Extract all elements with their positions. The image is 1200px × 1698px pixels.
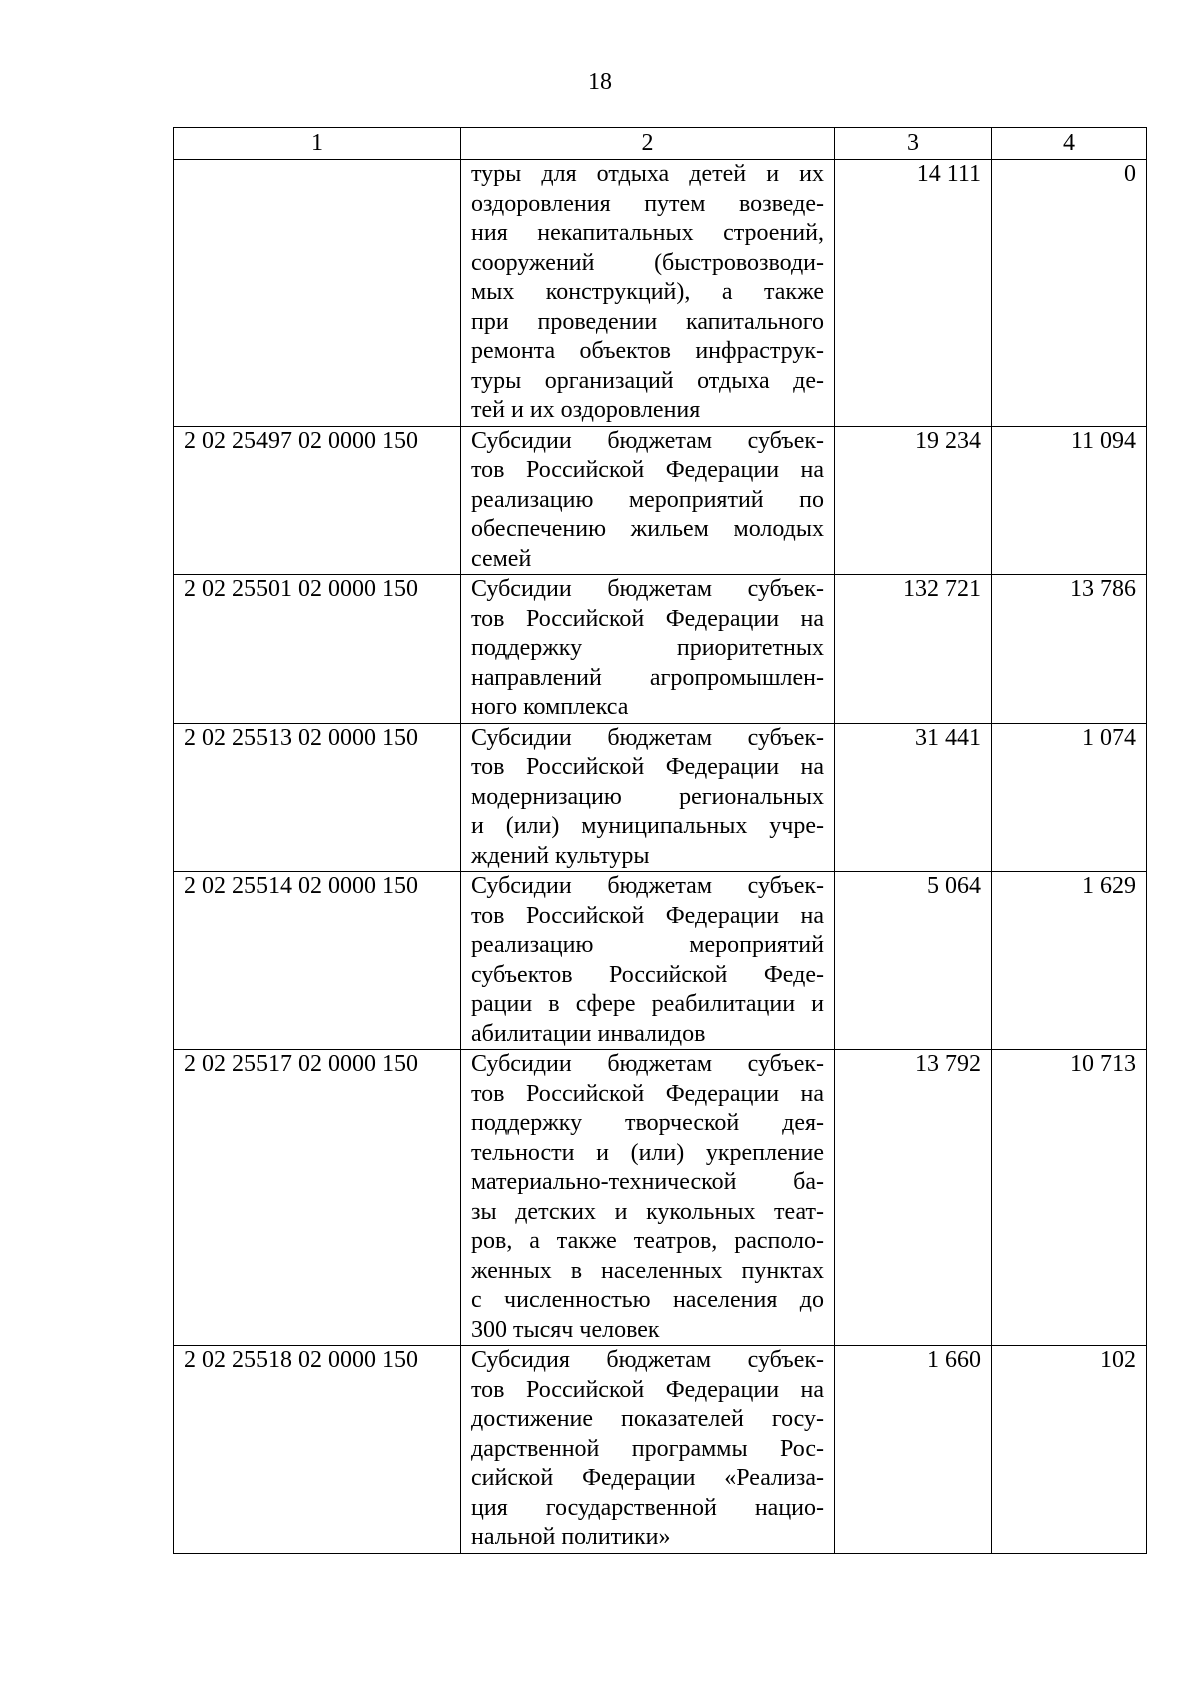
budget-code-cell: 2 02 25497 02 0000 150 <box>174 426 461 575</box>
description-cell <box>461 426 835 575</box>
amount-col-4-cell: 1 629 <box>992 872 1147 1050</box>
table-row <box>174 1346 1147 1554</box>
description-line: рации в сфере реабилитации и <box>471 991 824 1017</box>
description-line: тей и их оздоровления <box>471 397 701 423</box>
amount-col-3-cell: 19 234 <box>835 426 992 575</box>
description-line: ного комплекса <box>471 694 629 720</box>
table-body <box>174 160 1147 1554</box>
table-row <box>174 575 1147 724</box>
budget-code-cell: 2 02 25517 02 0000 150 <box>174 1050 461 1346</box>
description-line: семей <box>471 545 532 572</box>
description-cell <box>461 575 835 724</box>
description-line: тов Российской Федерации на <box>471 1376 824 1403</box>
description-line: с численностью населения до <box>471 1287 824 1313</box>
description-line: оздоровления путем возведе- <box>471 190 824 217</box>
description-line: сооружений (быстровозводи- <box>471 249 824 276</box>
amount-col-3-cell: 5 064 <box>835 872 992 1050</box>
description-line: ция государственной нацио- <box>471 1494 824 1521</box>
description-line: дарственной программы Рос- <box>471 1435 824 1462</box>
budget-table <box>173 127 1147 1554</box>
description-cell <box>461 872 835 1050</box>
description-line: ждений культуры <box>471 842 650 869</box>
description-line: субъектов Российской Феде- <box>471 961 824 988</box>
description-line: ров, а также театров, располо- <box>471 1228 824 1254</box>
table-row <box>174 872 1147 1050</box>
table-row <box>174 1050 1147 1346</box>
description-line: Субсидия бюджетам субъек- <box>471 1347 824 1373</box>
description-line: тов Российской Федерации на <box>471 902 824 929</box>
amount-col-3-cell: 31 441 <box>835 723 992 872</box>
description-line: реализацию мероприятий <box>471 932 824 958</box>
budget-code-cell: 2 02 25514 02 0000 150 <box>174 872 461 1050</box>
description-line: реализацию мероприятий по <box>471 486 824 513</box>
amount-col-3-cell: 14 111 <box>835 160 992 427</box>
table-row <box>174 426 1147 575</box>
amount-col-4-cell: 1 074 <box>992 723 1147 872</box>
description-line: туры организаций отдыха де- <box>471 367 824 394</box>
description-line: при проведении капитального <box>471 308 824 335</box>
description-line: туры для отдыха детей и их <box>471 161 824 187</box>
budget-code-cell: 2 02 25518 02 0000 150 <box>174 1346 461 1554</box>
description-cell <box>461 1346 835 1554</box>
description-line: обеспечению жильем молодых <box>471 516 824 542</box>
description-line: тов Российской Федерации на <box>471 605 824 632</box>
table-header-row <box>174 128 1147 160</box>
description-line: женных в населенных пунктах <box>471 1257 824 1284</box>
description-line: достижение показателей госу- <box>471 1406 824 1432</box>
amount-col-3-cell: 1 660 <box>835 1346 992 1554</box>
description-line: нальной политики» <box>471 1524 671 1550</box>
amount-col-4-cell: 13 786 <box>992 575 1147 724</box>
description-cell <box>461 1050 835 1346</box>
description-line: поддержку творческой дея- <box>471 1110 824 1136</box>
budget-code-cell: 2 02 25513 02 0000 150 <box>174 723 461 872</box>
description-cell <box>461 160 835 427</box>
description-line: сийской Федерации «Реализа- <box>471 1465 824 1491</box>
amount-col-4-cell: 0 <box>992 160 1147 427</box>
budget-code-cell <box>174 160 461 427</box>
budget-code-cell: 2 02 25501 02 0000 150 <box>174 575 461 724</box>
description-line: ния некапитальных строений, <box>471 220 824 246</box>
description-line: Субсидии бюджетам субъек- <box>471 724 824 751</box>
header-col-1: 1 <box>174 128 461 160</box>
amount-col-4-cell: 11 094 <box>992 426 1147 575</box>
description-line: зы детских и кукольных теат- <box>471 1198 824 1225</box>
header-col-3: 3 <box>835 128 992 160</box>
amount-col-4-cell: 10 713 <box>992 1050 1147 1346</box>
amount-col-3-cell: 13 792 <box>835 1050 992 1346</box>
page-number: 18 <box>588 69 612 95</box>
description-line: модернизацию региональных <box>471 783 824 810</box>
description-line: ремонта объектов инфраструк- <box>471 338 824 364</box>
description-line: и (или) муниципальных учре- <box>471 813 824 839</box>
amount-col-4-cell: 102 <box>992 1346 1147 1554</box>
description-line: тов Российской Федерации на <box>471 1080 824 1107</box>
amount-col-3-cell: 132 721 <box>835 575 992 724</box>
description-line: Субсидии бюджетам субъек- <box>471 576 824 602</box>
description-line: 300 тысяч человек <box>471 1316 660 1343</box>
header-col-4: 4 <box>992 128 1147 160</box>
table-row <box>174 723 1147 872</box>
description-line: тов Российской Федерации на <box>471 754 824 780</box>
table-row <box>174 160 1147 427</box>
description-line: мых конструкций), а также <box>471 279 824 305</box>
description-line: абилитации инвалидов <box>471 1020 706 1047</box>
description-line: направлений агропромышлен- <box>471 664 824 691</box>
description-line: Субсидии бюджетам субъек- <box>471 873 824 899</box>
description-line: тельности и (или) укрепление <box>471 1139 824 1166</box>
description-line: Субсидии бюджетам субъек- <box>471 427 824 454</box>
header-col-2: 2 <box>461 128 835 160</box>
description-line: поддержку приоритетных <box>471 635 824 661</box>
description-line: тов Российской Федерации на <box>471 457 824 483</box>
description-cell <box>461 723 835 872</box>
description-line: материально-технической ба- <box>471 1169 824 1195</box>
description-line: Субсидии бюджетам субъек- <box>471 1051 824 1077</box>
